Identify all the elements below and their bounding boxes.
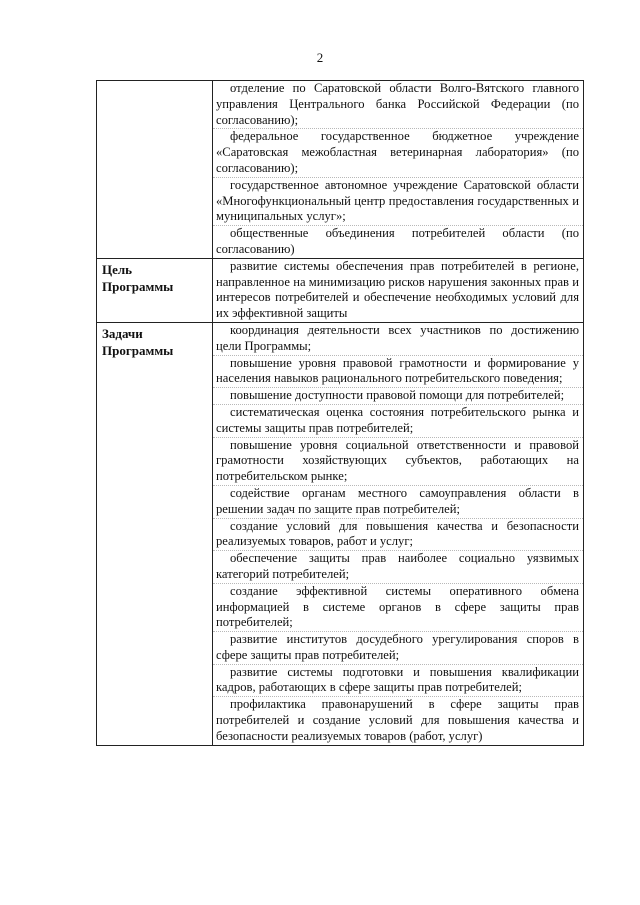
paragraph: содействие органам местного самоуправления области в решении задач по защите прав потребителей; xyxy=(213,486,583,519)
row-label: Задачи Программы xyxy=(97,322,213,745)
program-passport-table xyxy=(96,80,584,746)
paragraph: развитие институтов досудебного урегулирования споров в сфере защиты прав потребителей; xyxy=(213,632,583,665)
page-number: 2 xyxy=(316,50,324,65)
paragraph: повышение уровня правовой грамотности и формирование у населения навыков рационального потребительского поведения; xyxy=(213,356,583,389)
paragraph: повышение доступности правовой помощи для потребителей; xyxy=(213,388,583,405)
row-content xyxy=(213,258,584,322)
paragraph: систематическая оценка состояния потребительского рынка и системы защиты прав потребителей; xyxy=(213,405,583,438)
paragraph: профилактика правонарушений в сфере защиты прав потребителей и создание условий для повышения качества и безопасности реализуемых товаров (работ, услуг) xyxy=(216,697,579,743)
paragraph: создание эффективной системы оперативного обмена информацией в системе органов в сфере защиты прав потребителей; xyxy=(213,584,583,632)
paragraph: государственное автономное учреждение Саратовской области «Многофункциональный центр предоставления государственных и муниципальных услуг»; xyxy=(213,178,583,226)
paragraph: общественные объединения потребителей области (по согласованию) xyxy=(216,226,579,256)
row-label: Цель Программы xyxy=(97,258,213,322)
table-row-tasks xyxy=(97,322,584,745)
table-row-goal xyxy=(97,258,584,322)
paragraph: развитие системы обеспечения прав потребителей в регионе, направленное на минимизацию рисков нарушения законных прав и интересов потребителей и обеспечение необходимых условий для их эффективной защиты xyxy=(216,258,579,321)
paragraph: отделение по Саратовской области Волго-Вятского главного управления Центрального банка Российской Федерации (по согласованию); xyxy=(213,81,583,129)
paragraph: создание условий для повышения качества и безопасности реализуемых товаров, работ и услуг; xyxy=(213,519,583,552)
row-label xyxy=(97,81,213,259)
paragraph: обеспечение защиты прав наиболее социально уязвимых категорий потребителей; xyxy=(213,551,583,584)
paragraph: координация деятельности всех участников по достижению цели Программы; xyxy=(213,323,583,356)
paragraph: повышение уровня социальной ответственности и правовой грамотности хозяйствующих субъектов, работающих на потребительском рынке; xyxy=(213,438,583,486)
paragraph: федеральное государственное бюджетное учреждение «Саратовская межобластная ветеринарная лаборатория» (по согласованию); xyxy=(213,129,583,177)
row-content xyxy=(213,81,584,259)
row-content xyxy=(213,322,584,745)
table-row-participants xyxy=(97,81,584,259)
paragraph: развитие системы подготовки и повышения квалификации кадров, работающих в сфере защиты прав потребителей; xyxy=(213,665,583,698)
